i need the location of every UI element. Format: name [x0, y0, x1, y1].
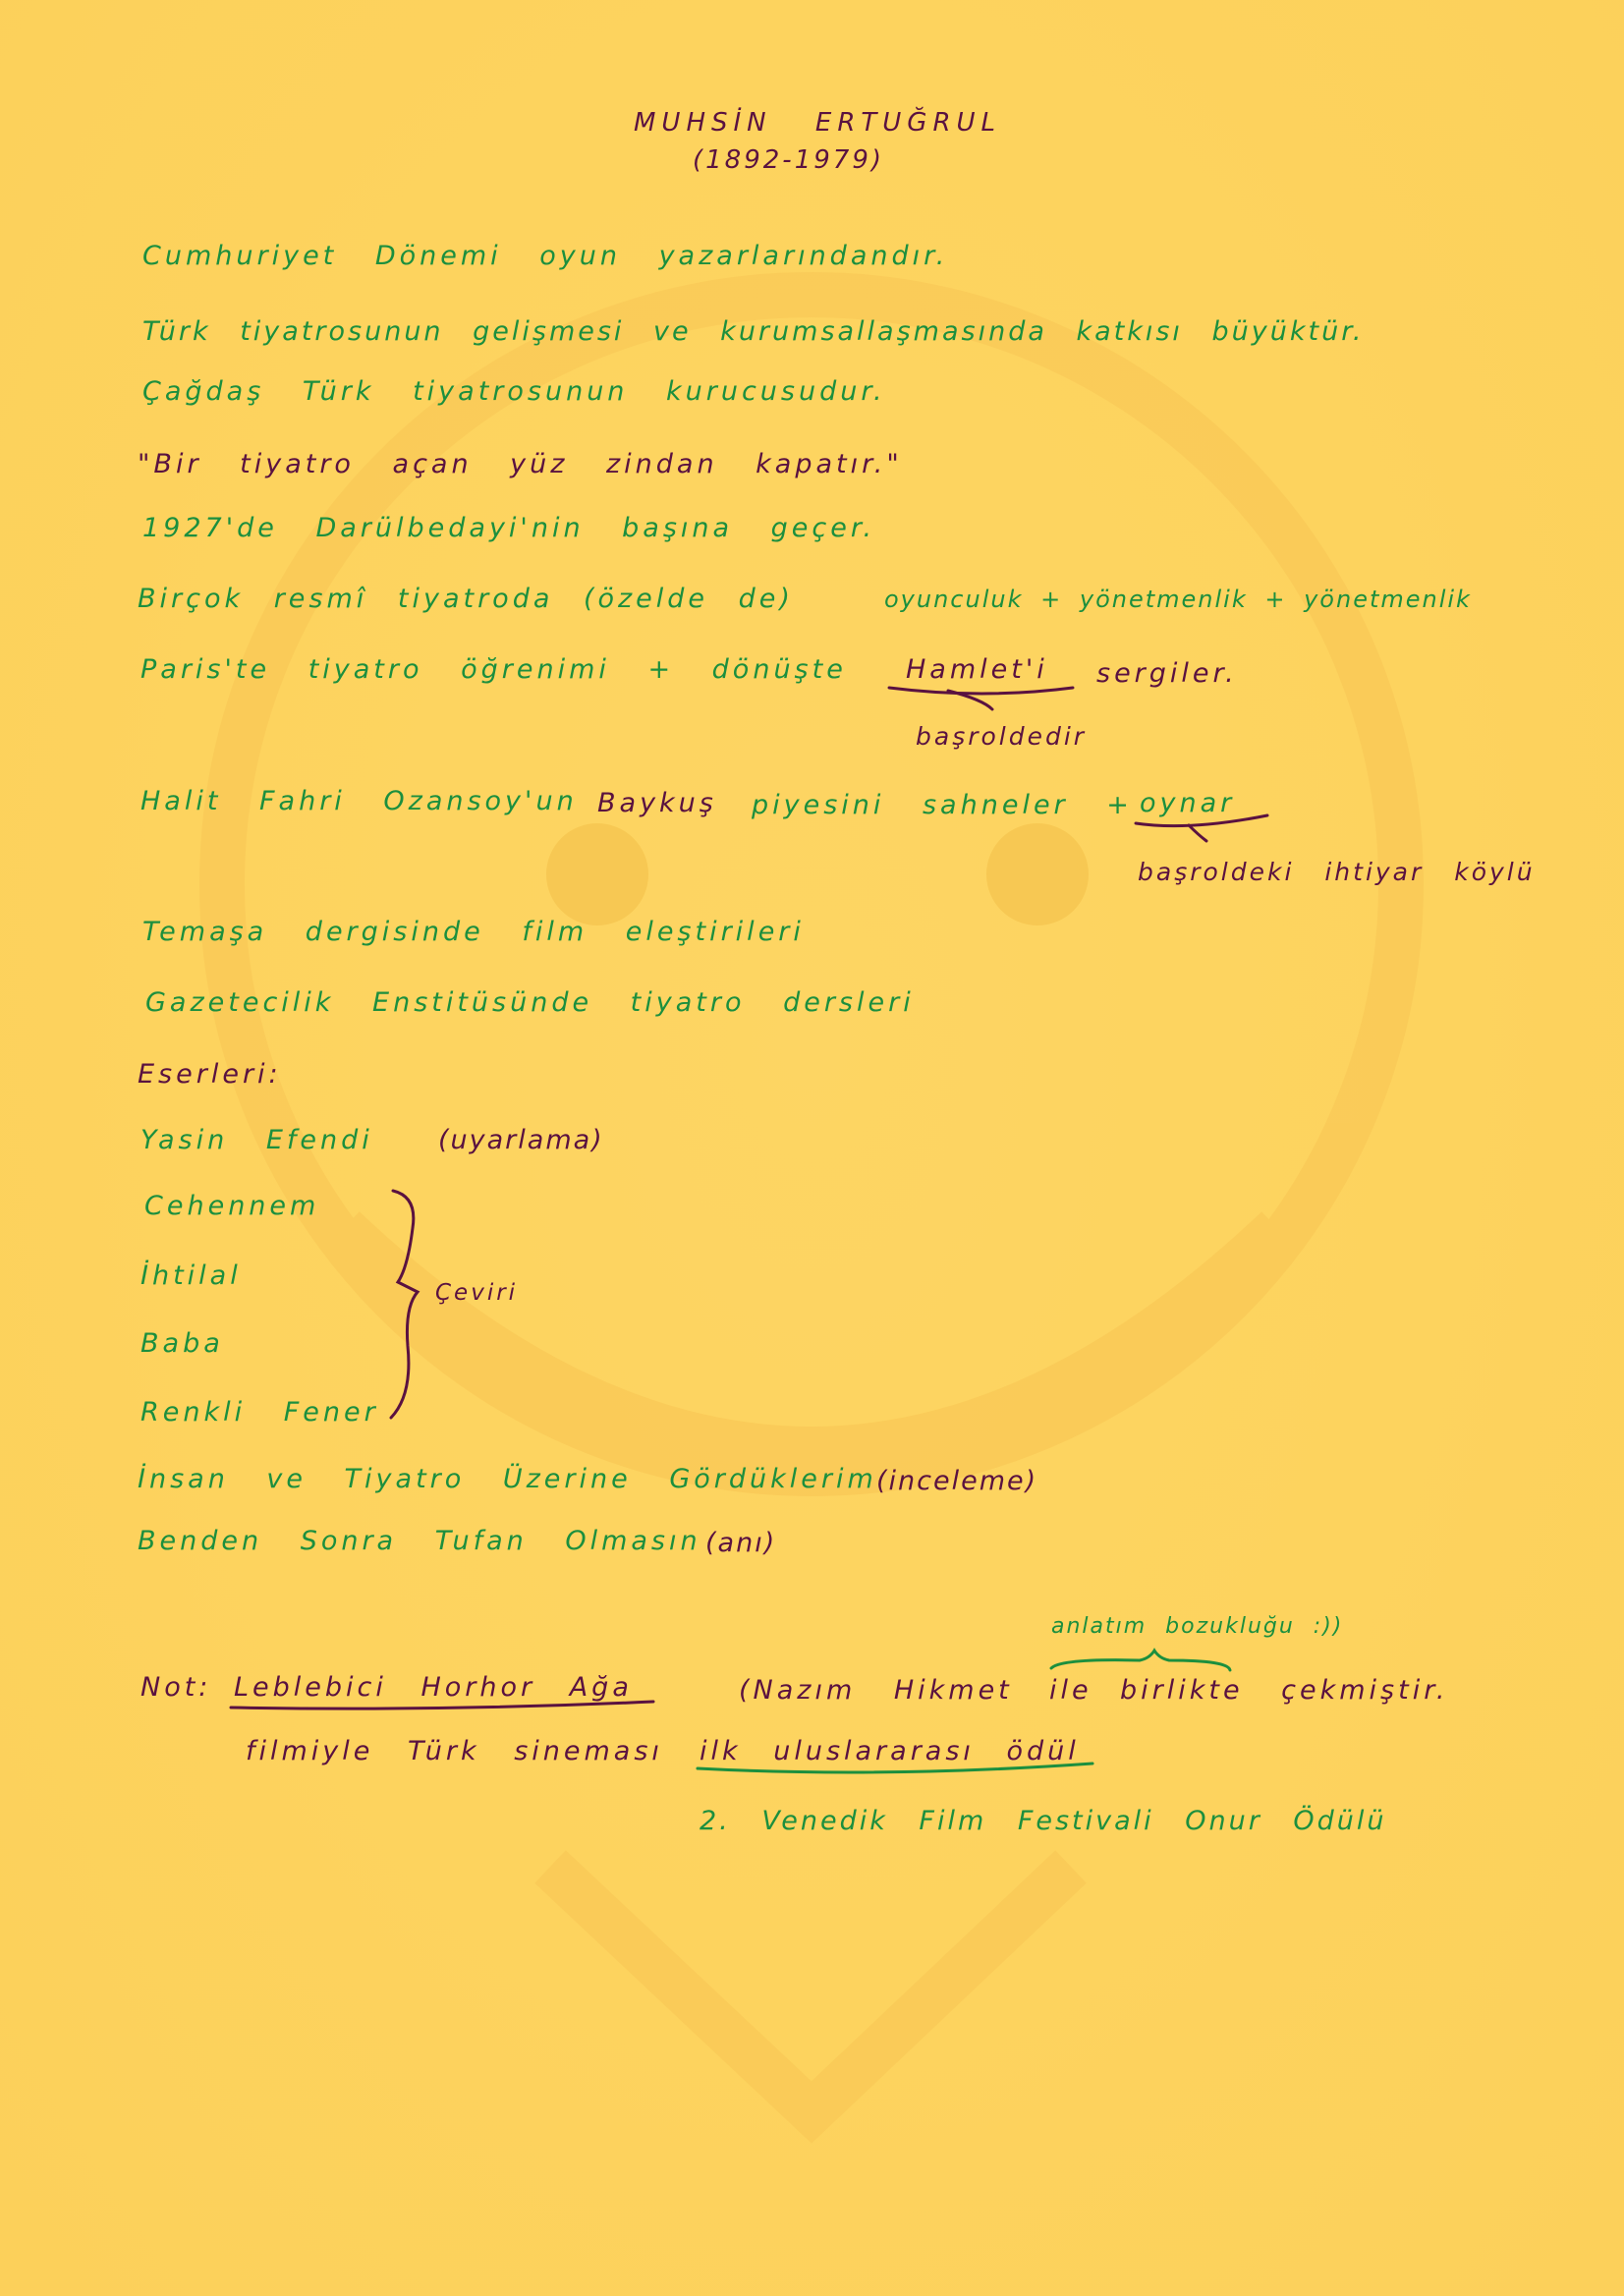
note-line-8a: Halit Fahri Ozansoy'un — [140, 786, 578, 816]
note-line-3: Çağdaş Türk tiyatrosunun kurucusudur. — [142, 376, 886, 407]
brace-label-ceviri: Çeviri — [435, 1280, 519, 1306]
note-line-2b: ilk uluslararası ödül — [700, 1736, 1080, 1766]
note-line-2a: filmiyle Türk sineması — [246, 1736, 663, 1766]
note-line-1: Cumhuriyet Dönemi oyun yazarlarındandır. — [142, 241, 949, 271]
work-yasin-efendi: Yasin Efendi — [140, 1125, 373, 1155]
work-renkli-fener: Renkli Fener — [140, 1397, 379, 1428]
work-ihtilal: İhtilal — [140, 1260, 242, 1291]
note-line-9: Temaşa dergisinde film eleştirileri — [142, 917, 805, 947]
note-line-3: 2. Venedik Film Festivali Onur Ödülü — [700, 1806, 1387, 1836]
note-text-a: (Nazım Hikmet — [739, 1675, 1013, 1706]
note-line-6b: oyunculuk + yönetmenlik + yönetmenlik — [884, 586, 1472, 613]
note-line-8c: piyesini sahneler + — [752, 790, 1133, 820]
hamlet-title: Hamlet'i — [906, 654, 1048, 685]
work-baba: Baba — [140, 1328, 224, 1359]
note-label: Not: — [140, 1672, 212, 1703]
above-annotation: anlatım bozukluğu :)) — [1051, 1614, 1344, 1639]
work-benden-sonra: Benden Sonra Tufan Olmasın — [138, 1526, 701, 1556]
title-years: (1892-1979) — [693, 145, 885, 175]
note-text-ile: ile — [1049, 1675, 1092, 1706]
work-cehennem: Cehennem — [144, 1191, 320, 1221]
note-line-2: Türk tiyatrosunun gelişmesi ve kurumsallaşmasında katkısı büyüktür. — [142, 316, 1365, 347]
hamlet-annotation: başroldedir — [916, 722, 1088, 751]
work-insan-ve-tiyatro-note: (inceleme) — [876, 1466, 1038, 1496]
note-text-b: birlikte çekmiştir. — [1120, 1675, 1449, 1706]
note-line-5: 1927'de Darülbedayi'nin başına geçer. — [142, 513, 876, 543]
work-yasin-efendi-note: (uyarlama) — [438, 1125, 604, 1155]
works-heading: Eserleri: — [138, 1059, 282, 1090]
quote-line: "Bir tiyatro açan yüz zindan kapatır." — [138, 449, 903, 479]
oynar-annotation: başroldeki ihtiyar köylü — [1138, 858, 1536, 886]
work-insan-ve-tiyatro: İnsan ve Tiyatro Üzerine Gördüklerim — [138, 1464, 877, 1494]
note-line-7a: Paris'te tiyatro öğrenimi + dönüşte — [140, 654, 847, 685]
baykus-title: Baykuş — [597, 788, 717, 818]
oynar-word: oynar — [1140, 788, 1236, 818]
note-line-6a: Birçok resmî tiyatroda (özelde de) — [138, 584, 794, 614]
film-title: Leblebici Horhor Ağa — [234, 1672, 633, 1703]
note-line-7b: sergiler. — [1096, 658, 1238, 689]
note-line-10: Gazetecilik Enstitüsünde tiyatro dersleri — [145, 987, 915, 1018]
work-benden-sonra-note: (anı) — [705, 1528, 777, 1558]
title-name: MUHSİN ERTUĞRUL — [634, 108, 1002, 138]
